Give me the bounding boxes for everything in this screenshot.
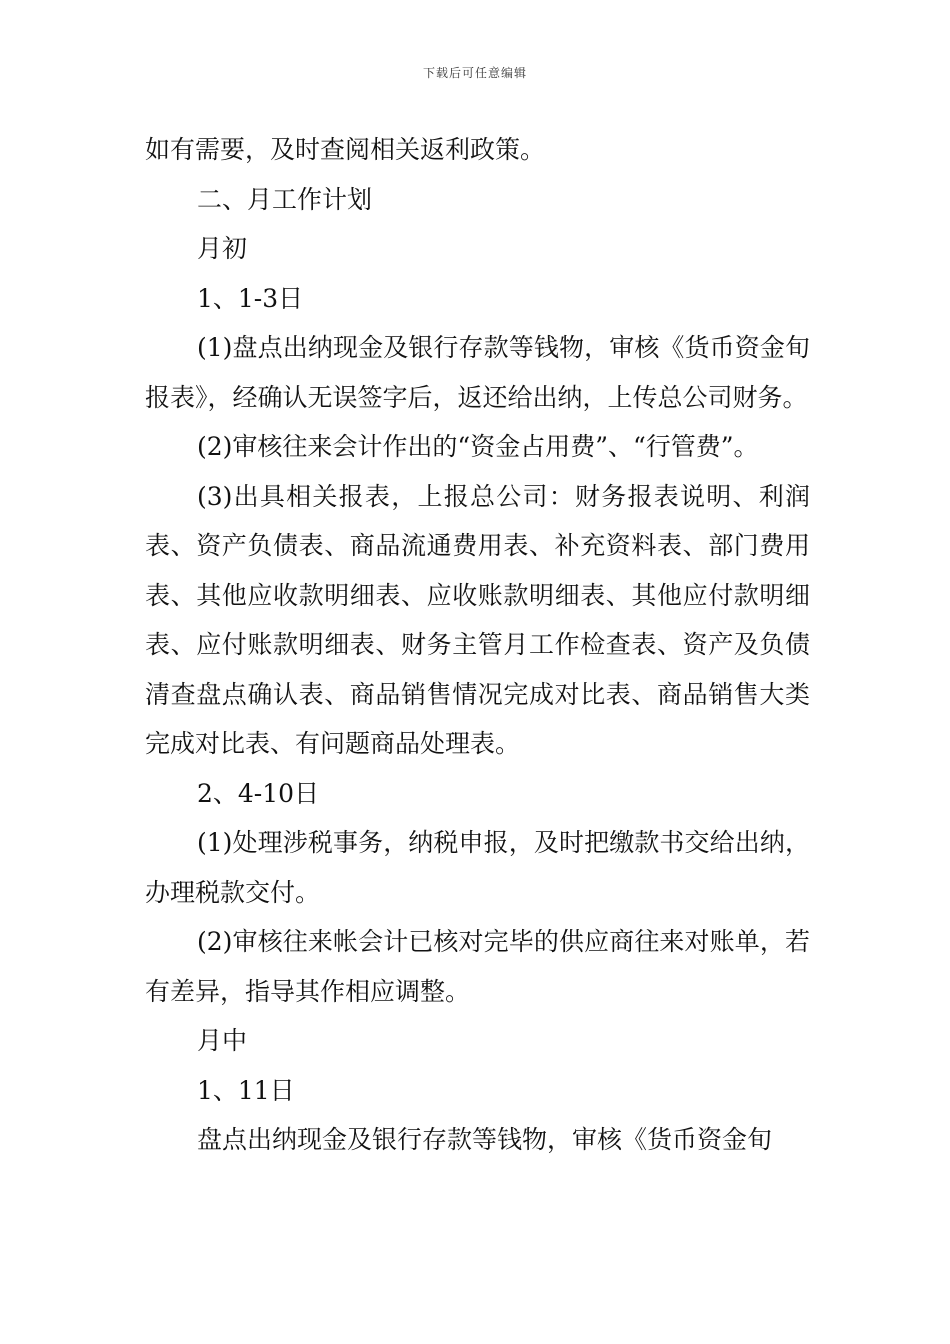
heading-day-11: 1、11日 <box>197 1075 295 1105</box>
paragraph-tax-item-1: (1)处理涉税事务，纳税申报，及时把缴款书交给出纳，办理税款交付。 <box>145 828 810 907</box>
paragraph-day-11-inventory: 盘点出纳现金及银行存款等钱物，审核《货币资金旬 <box>197 1125 773 1154</box>
heading-days-1-3: 1、1-3日 <box>197 283 304 313</box>
paragraph-item-3: (3)出具相关报表，上报总公司：财务报表说明、利润表、资产负债表、商品流通费用表、补充资料表、部门费用表、其他应收款明细表、应收账款明细表、其他应付款明细表、应付账款明细表、财务主管月工作检查表、资产及负债清查盘点确认表、商品销售情况完成对比表、商品销售大类完成对比表、有问题商品处理表。 <box>145 481 810 758</box>
paragraph-item-1: (1)盘点出纳现金及银行存款等钱物，审核《货币资金旬报表》，经确认无误签字后，返还给出纳，上传总公司财务。 <box>145 333 810 412</box>
page-header: 下载后可任意编辑 <box>422 66 527 80</box>
heading-monthly-plan: 二、月工作计划 <box>197 184 373 214</box>
heading-start-of-month: 月初 <box>197 234 248 263</box>
heading-days-4-10: 2、4-10日 <box>197 778 320 808</box>
paragraph-rebate-policy: 如有需要，及时查阅相关返利政策。 <box>145 135 546 164</box>
paragraph-tax-item-2: (2)审核往来帐会计已核对完毕的供应商往来对账单，若有差异，指导其作相应调整。 <box>145 927 810 1006</box>
paragraph-item-2: (2)审核往来会计作出的“资金占用费”、“行管费”。 <box>197 432 759 461</box>
heading-mid-month: 月中 <box>197 1026 248 1055</box>
document-body <box>145 125 810 1165</box>
